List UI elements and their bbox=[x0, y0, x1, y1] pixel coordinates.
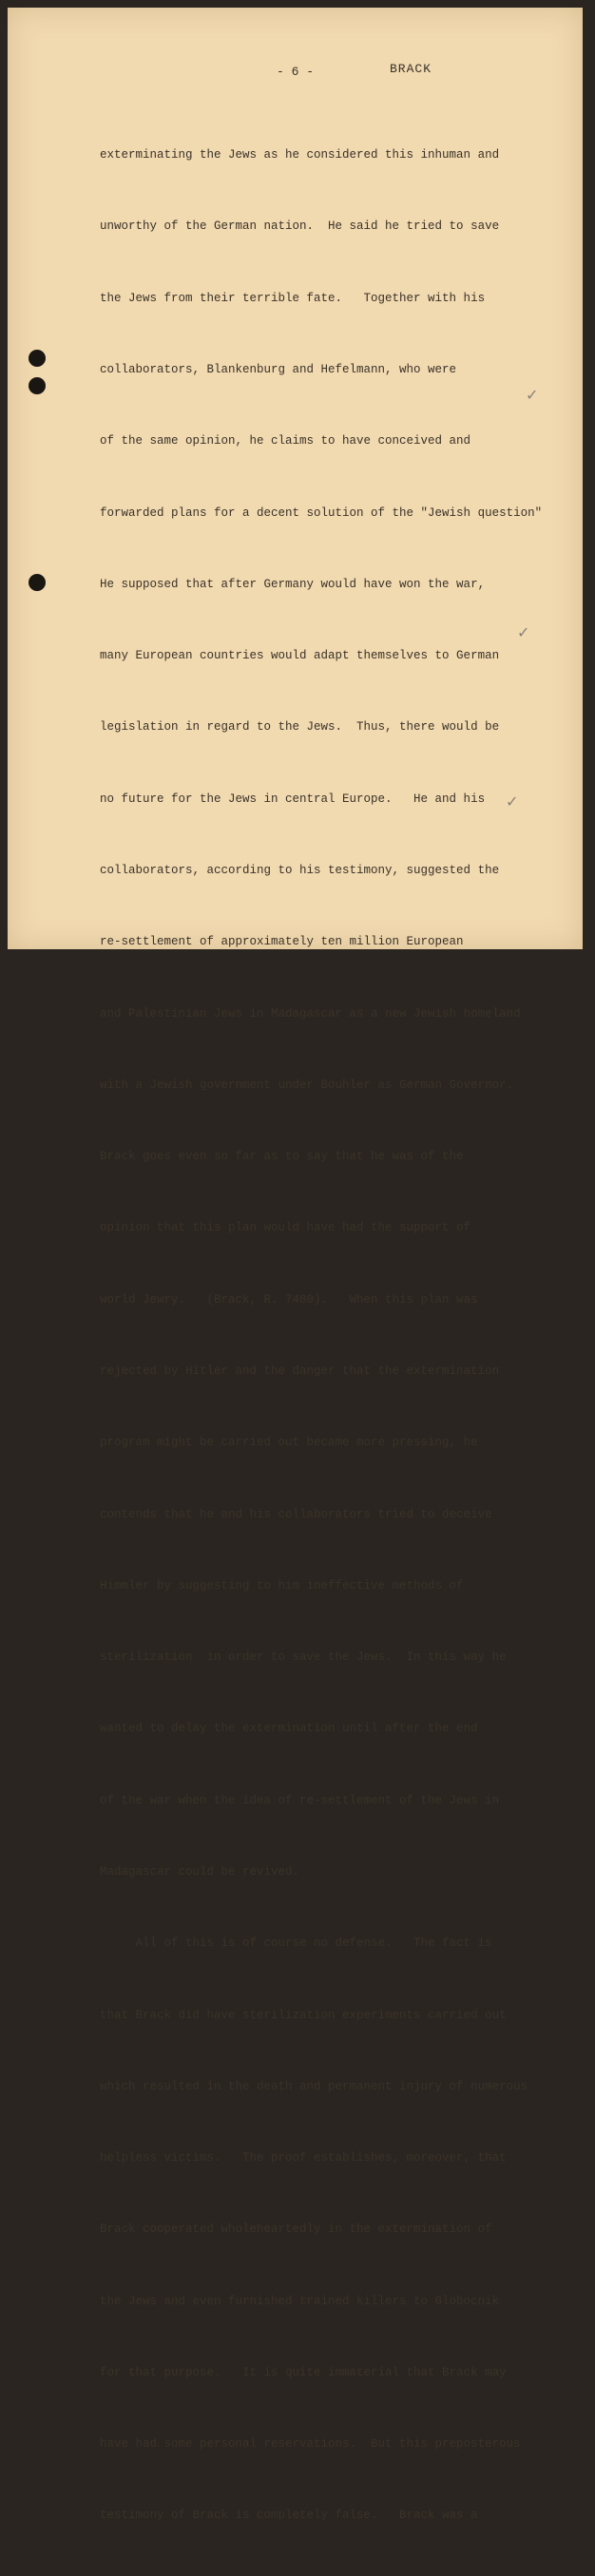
text-line: rejected by Hitler and the danger that the extermination bbox=[100, 1364, 500, 1378]
text-line: many European countries would adapt themselves to German bbox=[100, 649, 500, 663]
pencil-check-mark-icon: ✓ bbox=[517, 623, 530, 641]
punch-hole-3 bbox=[29, 574, 46, 591]
text-line: opinion that this plan would have had the support of bbox=[100, 1221, 471, 1235]
text-line: forwarded plans for a decent solution of the "Jewish question" bbox=[100, 506, 543, 520]
text-line: for that purpose. It is quite immaterial that Brack may bbox=[100, 2365, 507, 2379]
text-line: of the war when the idea of re-settlement of the Jews in bbox=[100, 1793, 500, 1807]
running-head: BRACK bbox=[390, 62, 432, 76]
text-line: with a Jewish government under Bouhler as German Governor. bbox=[100, 1078, 514, 1092]
page-number: - 6 - bbox=[277, 65, 315, 79]
text-line: legislation in regard to the Jews. Thus, there would be bbox=[100, 720, 500, 735]
text-line: collaborators, according to his testimony, suggested the bbox=[100, 864, 500, 877]
text-line: have had some personal reservations. But this preposterous bbox=[100, 2437, 521, 2452]
pencil-check-mark-icon: ✓ bbox=[526, 386, 539, 404]
text-line: the Jews from their terrible fate. Together with his bbox=[100, 291, 486, 305]
text-line: world Jewry. (Brack, R. 7480). When this plan was bbox=[100, 1292, 478, 1307]
text-line: All of this is of course no defense. The fact is bbox=[100, 1937, 492, 1951]
text-line: collaborators, Blankenburg and Hefelmann, who were bbox=[100, 363, 457, 377]
punch-hole-1 bbox=[29, 350, 46, 367]
text-line: program might be carried out became more pressing, he bbox=[100, 1436, 478, 1450]
text-line: testimony of Brack is completely false. Brack was a bbox=[100, 2509, 478, 2523]
text-line: Himmler by suggesting to him ineffective methods of bbox=[100, 1578, 464, 1593]
text-line: which resulted in the death and permanent injury of numerous bbox=[100, 2079, 528, 2093]
punch-hole-2 bbox=[29, 377, 46, 394]
text-line: Madagascar could be revived. bbox=[100, 1864, 300, 1879]
text-line: unworthy of the German nation. He said he tried to save bbox=[100, 219, 500, 234]
text-line: Brack cooperated wholeheartedly in the extermination of bbox=[100, 2223, 492, 2237]
text-line: helpless victims. The proof establishes, moreover, that bbox=[100, 2151, 507, 2166]
text-line: no future for the Jews in central Europe. He and his bbox=[100, 792, 486, 806]
text-line: that Brack did have sterilization experiments carried out bbox=[100, 2008, 507, 2022]
body-text bbox=[100, 96, 547, 2576]
text-line: the Jews and even furnished trained killers to Globocnik bbox=[100, 2294, 500, 2308]
text-line: re-settlement of approximately ten million European bbox=[100, 935, 464, 949]
text-line: sterilization in order to save the Jews. In this way he bbox=[100, 1651, 507, 1665]
text-line: of the same opinion, he claims to have conceived and bbox=[100, 434, 471, 448]
page-header bbox=[8, 62, 583, 83]
text-line: He supposed that after Germany would have won the war, bbox=[100, 577, 486, 591]
text-line: contends that he and his collaborators tried to deceive bbox=[100, 1507, 492, 1521]
text-line: and Palestinian Jews in Madagascar as a new Jewish homeland bbox=[100, 1006, 521, 1021]
text-line: Brack goes even so far as to say that he was of the bbox=[100, 1150, 464, 1164]
pencil-check-mark-icon: ✓ bbox=[506, 792, 519, 811]
text-line: wanted to delay the extermination until after the end bbox=[100, 1722, 478, 1736]
document-page bbox=[8, 8, 583, 2523]
text-line: exterminating the Jews as he considered this inhuman and bbox=[100, 148, 500, 162]
